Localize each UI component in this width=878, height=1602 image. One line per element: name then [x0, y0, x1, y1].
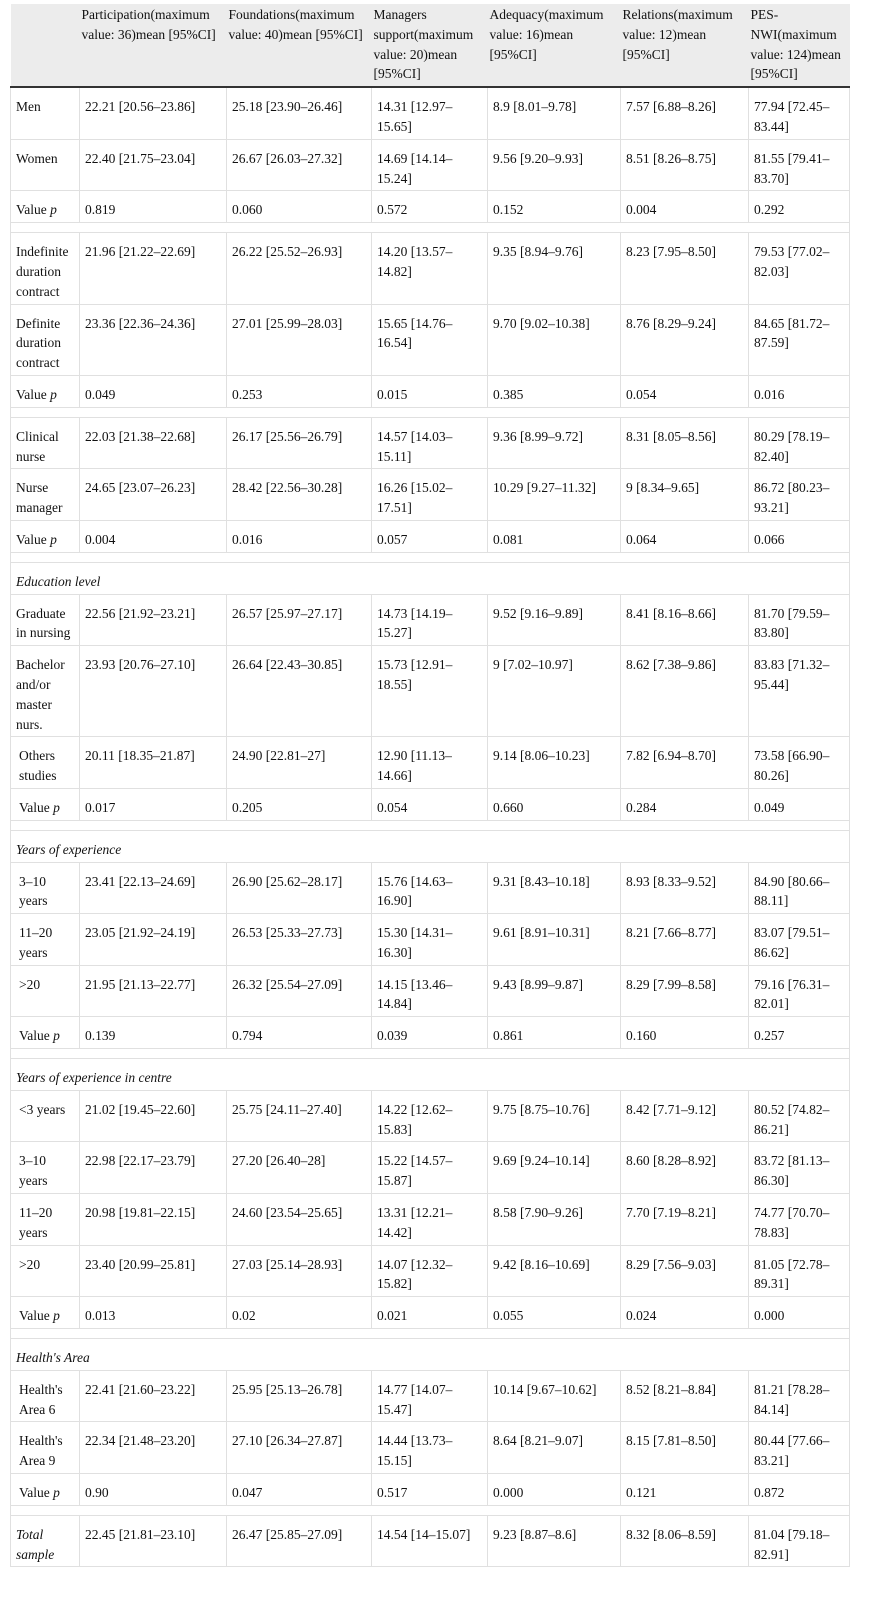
value-cell: 14.73 [14.19–15.27]: [372, 594, 488, 646]
value-cell: 14.20 [13.57–14.82]: [372, 233, 488, 304]
table-row: [11, 646, 850, 737]
value-cell: 0.152: [488, 191, 621, 223]
value-cell: 10.29 [9.27–11.32]: [488, 469, 621, 521]
row-label: [11, 520, 80, 552]
value-cell: 21.95 [21.13–22.77]: [80, 965, 227, 1017]
table-body: [11, 87, 850, 1567]
section-heading: Years of experience: [11, 830, 850, 862]
value-cell: 0.572: [372, 191, 488, 223]
group-spacer-row: [11, 407, 850, 417]
value-cell: 24.65 [23.07–26.23]: [80, 469, 227, 521]
value-cell: 81.70 [79.59–83.80]: [749, 594, 850, 646]
value-cell: 0.066: [749, 520, 850, 552]
value-cell: 8.58 [7.90–9.26]: [488, 1194, 621, 1246]
value-cell: 0.160: [621, 1017, 749, 1049]
value-cell: 80.44 [77.66–83.21]: [749, 1422, 850, 1474]
value-cell: 8.9 [8.01–9.78]: [488, 87, 621, 139]
table-row: [11, 417, 850, 469]
row-label: Bachelor and/or master nurs.: [11, 646, 80, 737]
value-cell: 14.77 [14.07–15.47]: [372, 1370, 488, 1422]
value-cell: 25.18 [23.90–26.46]: [227, 87, 372, 139]
value-cell: 14.54 [14–15.07]: [372, 1515, 488, 1567]
value-cell: 26.47 [25.85–27.09]: [227, 1515, 372, 1567]
row-label: Total sample: [11, 1515, 80, 1567]
value-cell: 12.90 [11.13–14.66]: [372, 737, 488, 789]
value-cell: 15.22 [14.57–15.87]: [372, 1142, 488, 1194]
value-cell: 13.31 [12.21–14.42]: [372, 1194, 488, 1246]
value-p-symbol: p: [50, 531, 57, 547]
value-cell: 0.054: [621, 375, 749, 407]
value-cell: 83.83 [71.32–95.44]: [749, 646, 850, 737]
value-cell: 0.90: [80, 1474, 227, 1506]
value-cell: 26.90 [25.62–28.17]: [227, 862, 372, 914]
value-cell: 15.73 [12.91–18.55]: [372, 646, 488, 737]
value-cell: 0.205: [227, 788, 372, 820]
row-label: [11, 1297, 80, 1329]
value-p-prefix: Value: [19, 1308, 54, 1324]
value-cell: 14.69 [14.14–15.24]: [372, 139, 488, 191]
value-cell: 27.10 [26.34–27.87]: [227, 1422, 372, 1474]
value-cell: 0.049: [749, 788, 850, 820]
value-cell: 22.21 [20.56–23.86]: [80, 87, 227, 139]
value-cell: 8.32 [8.06–8.59]: [621, 1515, 749, 1567]
value-cell: 9 [8.34–9.65]: [621, 469, 749, 521]
value-cell: 0.000: [749, 1297, 850, 1329]
value-cell: 9.61 [8.91–10.31]: [488, 914, 621, 966]
pes-nwi-results-table: [10, 4, 850, 1567]
table-row: [11, 1245, 850, 1297]
table-row: [11, 1474, 850, 1506]
value-cell: 74.77 [70.70–78.83]: [749, 1194, 850, 1246]
table-row: [11, 1194, 850, 1246]
table-header: [11, 4, 850, 87]
table-row: [11, 469, 850, 521]
table-row: [11, 233, 850, 304]
row-label: [11, 1474, 80, 1506]
value-cell: 28.42 [22.56–30.28]: [227, 469, 372, 521]
value-cell: 8.29 [7.56–9.03]: [621, 1245, 749, 1297]
section-heading: Health's Area: [11, 1339, 850, 1371]
value-cell: 20.98 [19.81–22.15]: [80, 1194, 227, 1246]
row-label: Graduate in nursing: [11, 594, 80, 646]
group-spacer-cell: [11, 1505, 850, 1515]
value-cell: 8.41 [8.16–8.66]: [621, 594, 749, 646]
value-cell: 26.67 [26.03–27.32]: [227, 139, 372, 191]
value-cell: 0.819: [80, 191, 227, 223]
table-row: [11, 1370, 850, 1422]
value-cell: 0.872: [749, 1474, 850, 1506]
value-cell: 81.05 [72.78–89.31]: [749, 1245, 850, 1297]
value-cell: 26.53 [25.33–27.73]: [227, 914, 372, 966]
value-cell: 8.42 [7.71–9.12]: [621, 1090, 749, 1142]
value-p-prefix: Value: [19, 1028, 54, 1044]
table-row: [11, 1090, 850, 1142]
row-label: 3–10 years: [11, 1142, 80, 1194]
table-row: [11, 914, 850, 966]
results-table-container: [10, 4, 849, 1567]
value-cell: 15.65 [14.76–16.54]: [372, 304, 488, 375]
value-cell: 8.60 [8.28–8.92]: [621, 1142, 749, 1194]
value-cell: 81.55 [79.41–83.70]: [749, 139, 850, 191]
header-row: [11, 4, 850, 87]
value-cell: 25.95 [25.13–26.78]: [227, 1370, 372, 1422]
section-heading-row: [11, 830, 850, 862]
value-cell: 0.021: [372, 1297, 488, 1329]
value-cell: 7.70 [7.19–8.21]: [621, 1194, 749, 1246]
value-cell: 22.34 [21.48–23.20]: [80, 1422, 227, 1474]
value-cell: 0.016: [749, 375, 850, 407]
value-cell: 8.52 [8.21–8.84]: [621, 1370, 749, 1422]
value-cell: 0.257: [749, 1017, 850, 1049]
value-cell: 23.40 [20.99–25.81]: [80, 1245, 227, 1297]
value-cell: 0.081: [488, 520, 621, 552]
value-cell: 16.26 [15.02–17.51]: [372, 469, 488, 521]
value-cell: 14.22 [12.62–15.83]: [372, 1090, 488, 1142]
group-spacer-row: [11, 1329, 850, 1339]
group-spacer-row: [11, 552, 850, 562]
row-label: Indefinite duration contract: [11, 233, 80, 304]
table-row: [11, 1017, 850, 1049]
table-row: [11, 520, 850, 552]
value-cell: 23.93 [20.76–27.10]: [80, 646, 227, 737]
value-p-symbol: p: [50, 202, 57, 218]
row-label: Health's Area 9: [11, 1422, 80, 1474]
value-cell: 8.93 [8.33–9.52]: [621, 862, 749, 914]
table-row: [11, 191, 850, 223]
group-spacer-cell: [11, 820, 850, 830]
value-p-symbol: p: [53, 1308, 60, 1324]
value-cell: 22.45 [21.81–23.10]: [80, 1515, 227, 1567]
value-cell: 0.047: [227, 1474, 372, 1506]
value-cell: 9 [7.02–10.97]: [488, 646, 621, 737]
row-label: Others studies: [11, 737, 80, 789]
row-label: <3 years: [11, 1090, 80, 1142]
row-label: Clinical nurse: [11, 417, 80, 469]
group-spacer-row: [11, 1505, 850, 1515]
value-cell: 26.57 [25.97–27.17]: [227, 594, 372, 646]
value-cell: 9.56 [9.20–9.93]: [488, 139, 621, 191]
value-cell: 0.660: [488, 788, 621, 820]
row-label: Health's Area 6: [11, 1370, 80, 1422]
value-cell: 9.23 [8.87–8.6]: [488, 1515, 621, 1567]
row-label: >20: [11, 965, 80, 1017]
value-cell: 22.98 [22.17–23.79]: [80, 1142, 227, 1194]
value-cell: 86.72 [80.23–93.21]: [749, 469, 850, 521]
value-cell: 77.94 [72.45–83.44]: [749, 87, 850, 139]
table-row: [11, 375, 850, 407]
value-cell: 0.049: [80, 375, 227, 407]
value-cell: 22.03 [21.38–22.68]: [80, 417, 227, 469]
value-cell: 10.14 [9.67–10.62]: [488, 1370, 621, 1422]
group-spacer-cell: [11, 552, 850, 562]
value-cell: 27.20 [26.40–28]: [227, 1142, 372, 1194]
row-label: Women: [11, 139, 80, 191]
value-cell: 0.385: [488, 375, 621, 407]
value-cell: 9.35 [8.94–9.76]: [488, 233, 621, 304]
value-cell: 0.024: [621, 1297, 749, 1329]
section-heading-row: [11, 1339, 850, 1371]
section-heading-row: [11, 1059, 850, 1091]
value-cell: 9.52 [9.16–9.89]: [488, 594, 621, 646]
value-cell: 0.060: [227, 191, 372, 223]
value-cell: 14.57 [14.03–15.11]: [372, 417, 488, 469]
row-label: >20: [11, 1245, 80, 1297]
row-label: 11–20 years: [11, 1194, 80, 1246]
table-row: [11, 788, 850, 820]
row-label: Men: [11, 87, 80, 139]
value-cell: 83.07 [79.51–86.62]: [749, 914, 850, 966]
value-cell: 26.32 [25.54–27.09]: [227, 965, 372, 1017]
value-cell: 0.121: [621, 1474, 749, 1506]
header-cell-participation: Participation(maximum value: 36)mean [95%CI]: [80, 4, 227, 87]
header-cell-relations: Relations(maximum value: 12)mean [95%CI]: [621, 4, 749, 87]
value-cell: 79.16 [76.31–82.01]: [749, 965, 850, 1017]
table-row: [11, 862, 850, 914]
value-p-prefix: Value: [16, 531, 51, 547]
value-cell: 14.44 [13.73–15.15]: [372, 1422, 488, 1474]
value-cell: 25.75 [24.11–27.40]: [227, 1090, 372, 1142]
value-cell: 21.96 [21.22–22.69]: [80, 233, 227, 304]
table-row: [11, 1422, 850, 1474]
value-cell: 0.064: [621, 520, 749, 552]
row-label: [11, 788, 80, 820]
value-p-symbol: p: [53, 1028, 60, 1044]
value-cell: 0.794: [227, 1017, 372, 1049]
value-cell: 73.58 [66.90–80.26]: [749, 737, 850, 789]
table-row: [11, 1515, 850, 1567]
value-cell: 80.52 [74.82–86.21]: [749, 1090, 850, 1142]
value-cell: 22.40 [21.75–23.04]: [80, 139, 227, 191]
table-row: [11, 139, 850, 191]
value-cell: 0.02: [227, 1297, 372, 1329]
table-row: [11, 304, 850, 375]
value-cell: 0.016: [227, 520, 372, 552]
value-cell: 0.004: [621, 191, 749, 223]
value-cell: 0.861: [488, 1017, 621, 1049]
value-p-symbol: p: [53, 799, 60, 815]
row-label: Definite duration contract: [11, 304, 80, 375]
value-cell: 21.02 [19.45–22.60]: [80, 1090, 227, 1142]
value-cell: 0.057: [372, 520, 488, 552]
value-cell: 9.14 [8.06–10.23]: [488, 737, 621, 789]
value-cell: 8.64 [8.21–9.07]: [488, 1422, 621, 1474]
value-p-prefix: Value: [19, 799, 54, 815]
value-cell: 23.36 [22.36–24.36]: [80, 304, 227, 375]
value-cell: 8.62 [7.38–9.86]: [621, 646, 749, 737]
value-cell: 26.64 [22.43–30.85]: [227, 646, 372, 737]
group-spacer-row: [11, 1049, 850, 1059]
section-heading: Years of experience in centre: [11, 1059, 850, 1091]
value-cell: 83.72 [81.13–86.30]: [749, 1142, 850, 1194]
value-cell: 27.01 [25.99–28.03]: [227, 304, 372, 375]
value-cell: 8.76 [8.29–9.24]: [621, 304, 749, 375]
table-row: [11, 1297, 850, 1329]
value-cell: 0.139: [80, 1017, 227, 1049]
value-cell: 0.054: [372, 788, 488, 820]
value-cell: 79.53 [77.02–82.03]: [749, 233, 850, 304]
value-cell: 26.17 [25.56–26.79]: [227, 417, 372, 469]
group-spacer-cell: [11, 223, 850, 233]
value-cell: 8.29 [7.99–8.58]: [621, 965, 749, 1017]
row-label: [11, 1017, 80, 1049]
value-cell: 14.31 [12.97–15.65]: [372, 87, 488, 139]
value-cell: 0.017: [80, 788, 227, 820]
row-label: [11, 191, 80, 223]
value-cell: 15.76 [14.63–16.90]: [372, 862, 488, 914]
value-cell: 0.000: [488, 1474, 621, 1506]
value-cell: 84.90 [80.66–88.11]: [749, 862, 850, 914]
value-cell: 0.517: [372, 1474, 488, 1506]
row-label: [11, 375, 80, 407]
value-cell: 8.51 [8.26–8.75]: [621, 139, 749, 191]
value-cell: 27.03 [25.14–28.93]: [227, 1245, 372, 1297]
value-cell: 9.43 [8.99–9.87]: [488, 965, 621, 1017]
value-cell: 7.57 [6.88–8.26]: [621, 87, 749, 139]
value-cell: 8.15 [7.81–8.50]: [621, 1422, 749, 1474]
group-spacer-cell: [11, 407, 850, 417]
value-p-prefix: Value: [16, 202, 51, 218]
row-label: Nurse manager: [11, 469, 80, 521]
header-cell-foundations: Foundations(maximum value: 40)mean [95%CI]: [227, 4, 372, 87]
value-cell: 81.04 [79.18–82.91]: [749, 1515, 850, 1567]
value-cell: 8.23 [7.95–8.50]: [621, 233, 749, 304]
value-cell: 22.56 [21.92–23.21]: [80, 594, 227, 646]
group-spacer-cell: [11, 1329, 850, 1339]
value-cell: 20.11 [18.35–21.87]: [80, 737, 227, 789]
value-cell: 0.292: [749, 191, 850, 223]
value-cell: 9.42 [8.16–10.69]: [488, 1245, 621, 1297]
value-cell: 80.29 [78.19–82.40]: [749, 417, 850, 469]
value-cell: 8.31 [8.05–8.56]: [621, 417, 749, 469]
group-spacer-cell: [11, 1049, 850, 1059]
header-cell-adequacy: Adequacy(maximum value: 16)mean [95%CI]: [488, 4, 621, 87]
section-heading-row: [11, 562, 850, 594]
value-cell: 0.039: [372, 1017, 488, 1049]
value-cell: 9.75 [8.75–10.76]: [488, 1090, 621, 1142]
section-heading: Education level: [11, 562, 850, 594]
value-cell: 0.253: [227, 375, 372, 407]
value-cell: 9.36 [8.99–9.72]: [488, 417, 621, 469]
value-cell: 0.015: [372, 375, 488, 407]
value-cell: 0.013: [80, 1297, 227, 1329]
row-label: 11–20 years: [11, 914, 80, 966]
table-row: [11, 594, 850, 646]
value-p-symbol: p: [53, 1485, 60, 1501]
header-cell-pes-nwi: PES-NWI(maximum value: 124)mean [95%CI]: [749, 4, 850, 87]
table-row: [11, 965, 850, 1017]
value-cell: 9.31 [8.43–10.18]: [488, 862, 621, 914]
value-p-prefix: Value: [16, 386, 51, 402]
value-cell: 15.30 [14.31–16.30]: [372, 914, 488, 966]
value-cell: 0.004: [80, 520, 227, 552]
value-cell: 22.41 [21.60–23.22]: [80, 1370, 227, 1422]
group-spacer-row: [11, 820, 850, 830]
header-cell-managers-support: Managers support(maximum value: 20)mean [95%CI]: [372, 4, 488, 87]
value-cell: 23.05 [21.92–24.19]: [80, 914, 227, 966]
value-cell: 84.65 [81.72–87.59]: [749, 304, 850, 375]
table-row: [11, 87, 850, 139]
header-cell-empty: [11, 4, 80, 87]
value-cell: 8.21 [7.66–8.77]: [621, 914, 749, 966]
value-cell: 24.60 [23.54–25.65]: [227, 1194, 372, 1246]
table-row: [11, 737, 850, 789]
value-cell: 14.07 [12.32–15.82]: [372, 1245, 488, 1297]
value-cell: 26.22 [25.52–26.93]: [227, 233, 372, 304]
value-p-prefix: Value: [19, 1485, 54, 1501]
value-cell: 9.69 [9.24–10.14]: [488, 1142, 621, 1194]
value-cell: 23.41 [22.13–24.69]: [80, 862, 227, 914]
value-cell: 0.284: [621, 788, 749, 820]
value-cell: 9.70 [9.02–10.38]: [488, 304, 621, 375]
group-spacer-row: [11, 223, 850, 233]
value-cell: 7.82 [6.94–8.70]: [621, 737, 749, 789]
value-cell: 14.15 [13.46–14.84]: [372, 965, 488, 1017]
value-cell: 81.21 [78.28–84.14]: [749, 1370, 850, 1422]
value-cell: 24.90 [22.81–27]: [227, 737, 372, 789]
value-cell: 0.055: [488, 1297, 621, 1329]
row-label: 3–10 years: [11, 862, 80, 914]
table-row: [11, 1142, 850, 1194]
value-p-symbol: p: [50, 386, 57, 402]
